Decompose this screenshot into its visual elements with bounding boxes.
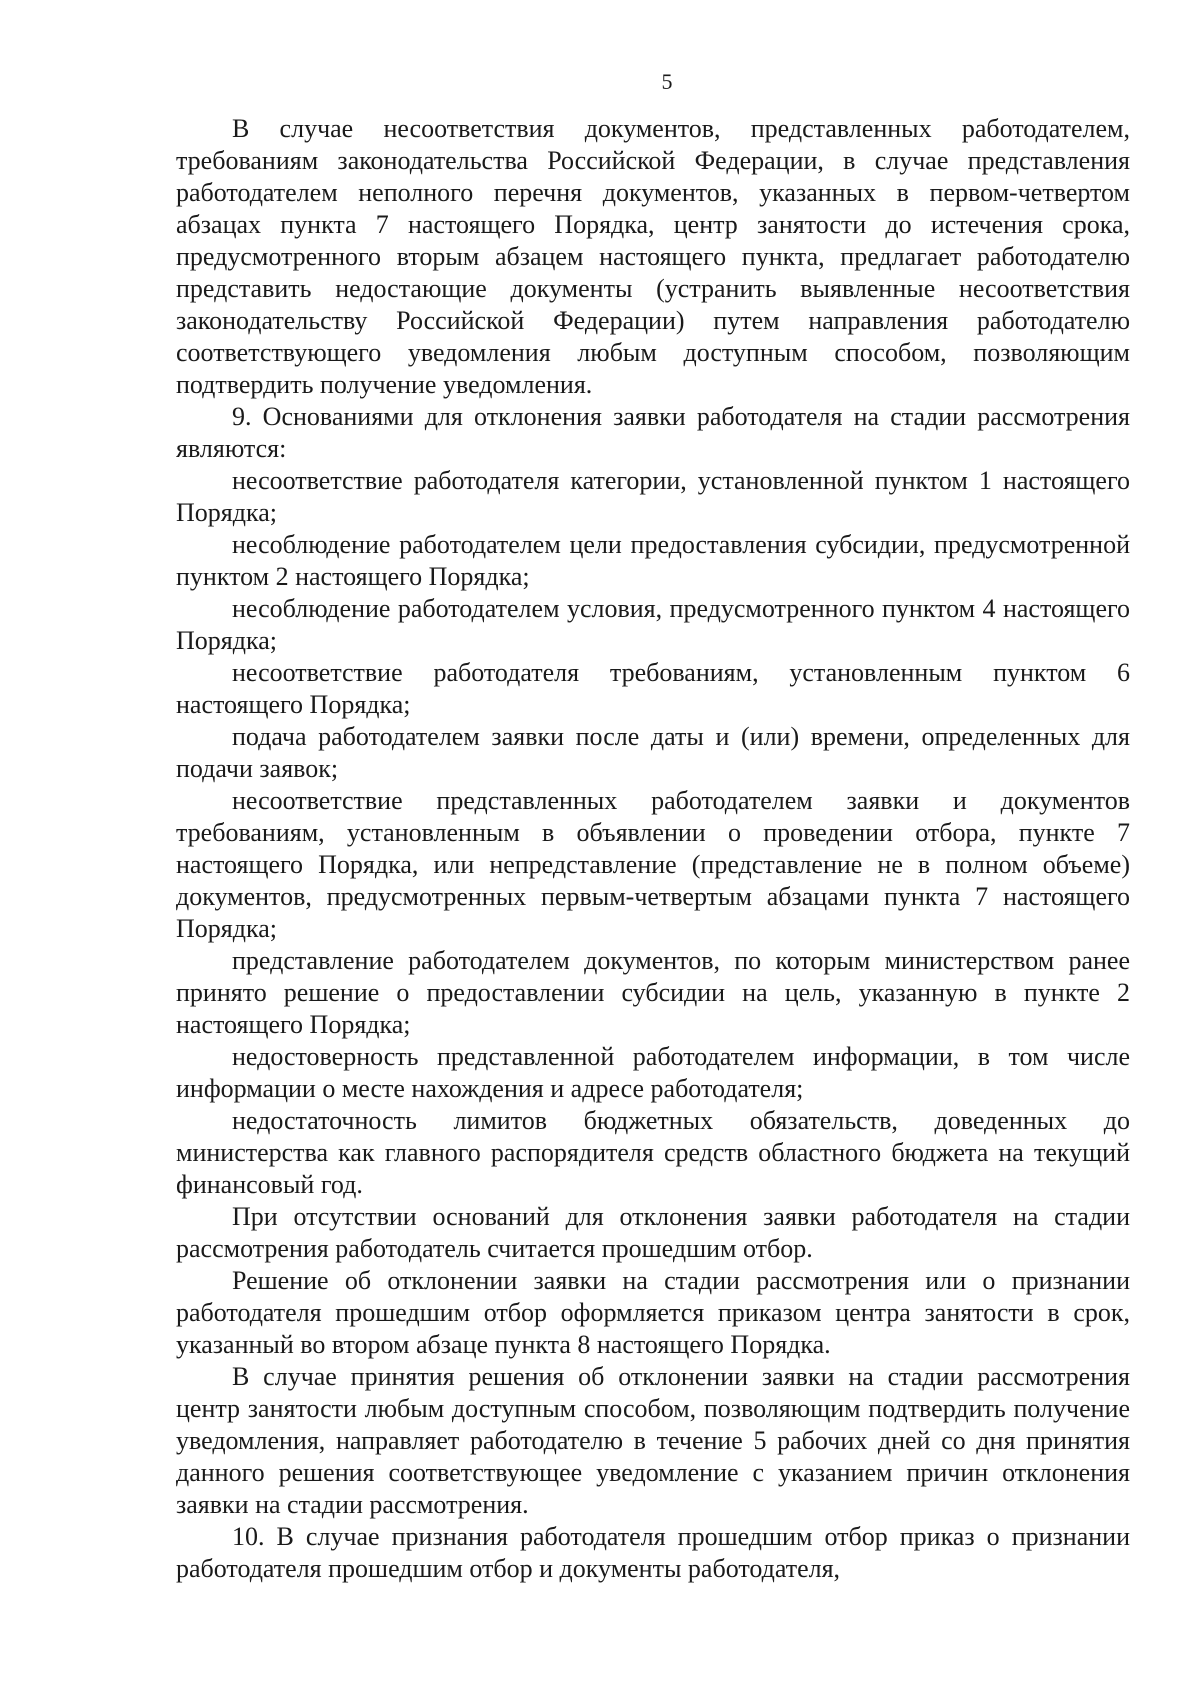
paragraph-14: В случае принятия решения об отклонении заявки на стадии рассмотрения центр занятости любым доступным способом, позволяющим подтвердить получение уведомления, направляет работодателю в течение 5 рабочих дней со дня принятия данного решения соответствующее уведомление с указанием причин отклонения заявки на стадии рассмотрения. bbox=[176, 1362, 1130, 1519]
paragraph-6: несоответствие работодателя требованиям, установленным пунктом 6 настоящего Порядка; bbox=[176, 658, 1130, 719]
paragraph-9: представление работодателем документов, по которым министерством ранее принято решение о предоставлении субсидии на цель, указанную в пункте 2 настоящего Порядка; bbox=[176, 946, 1130, 1039]
paragraph-8: несоответствие представленных работодателем заявки и документов требованиям, установленным в объявлении о проведении отбора, пункте 7 настоящего Порядка, или непредставление (представление не в полном объеме) документов, предусмотренных первым-четвертым абзацами пункта 7 настоящего Порядка; bbox=[176, 786, 1130, 943]
paragraph-1: В случае несоответствия документов, представленных работодателем, требованиям законодательства Российской Федерации, в случае представления работодателем неполного перечня документов, указанных в первом-четвертом абзацах пункта 7 настоящего Порядка, центр занятости до истечения срока, предусмотренного вторым абзацем настоящего пункта, предлагает работодателю представить недостающие документы (устранить выявленные несоответствия законодательству Российской Федерации) путем направления работодателю соответствующего уведомления любым доступным способом, позволяющим подтвердить получение уведомления. bbox=[176, 114, 1130, 399]
paragraph-2: 9. Основаниями для отклонения заявки работодателя на стадии рассмотрения являются: bbox=[176, 402, 1130, 463]
paragraph-3: несоответствие работодателя категории, установленной пунктом 1 настоящего Порядка; bbox=[176, 466, 1130, 527]
paragraph-15: 10. В случае признания работодателя прошедшим отбор приказ о признании работодателя прошедшим отбор и документы работодателя, bbox=[176, 1522, 1130, 1583]
paragraph-5: несоблюдение работодателем условия, предусмотренного пунктом 4 настоящего Порядка; bbox=[176, 594, 1130, 655]
paragraph-12: При отсутствии оснований для отклонения заявки работодателя на стадии рассмотрения работодатель считается прошедшим отбор. bbox=[176, 1202, 1130, 1263]
paragraph-11: недостаточность лимитов бюджетных обязательств, доведенных до министерства как главного распорядителя средств областного бюджета на текущий финансовый год. bbox=[176, 1106, 1130, 1199]
document-body bbox=[176, 113, 1130, 1585]
paragraph-10: недостоверность представленной работодателем информации, в том числе информации о месте нахождения и адресе работодателя; bbox=[176, 1042, 1130, 1103]
paragraph-13: Решение об отклонении заявки на стадии рассмотрения или о признании работодателя прошедшим отбор оформляется приказом центра занятости в срок, указанный во втором абзаце пункта 8 настоящего Порядка. bbox=[176, 1266, 1130, 1359]
page-number: 5 bbox=[661, 69, 673, 94]
paragraph-7: подача работодателем заявки после даты и (или) времени, определенных для подачи заявок; bbox=[176, 722, 1130, 783]
paragraph-4: несоблюдение работодателем цели предоставления субсидии, предусмотренной пунктом 2 настоящего Порядка; bbox=[176, 530, 1130, 591]
